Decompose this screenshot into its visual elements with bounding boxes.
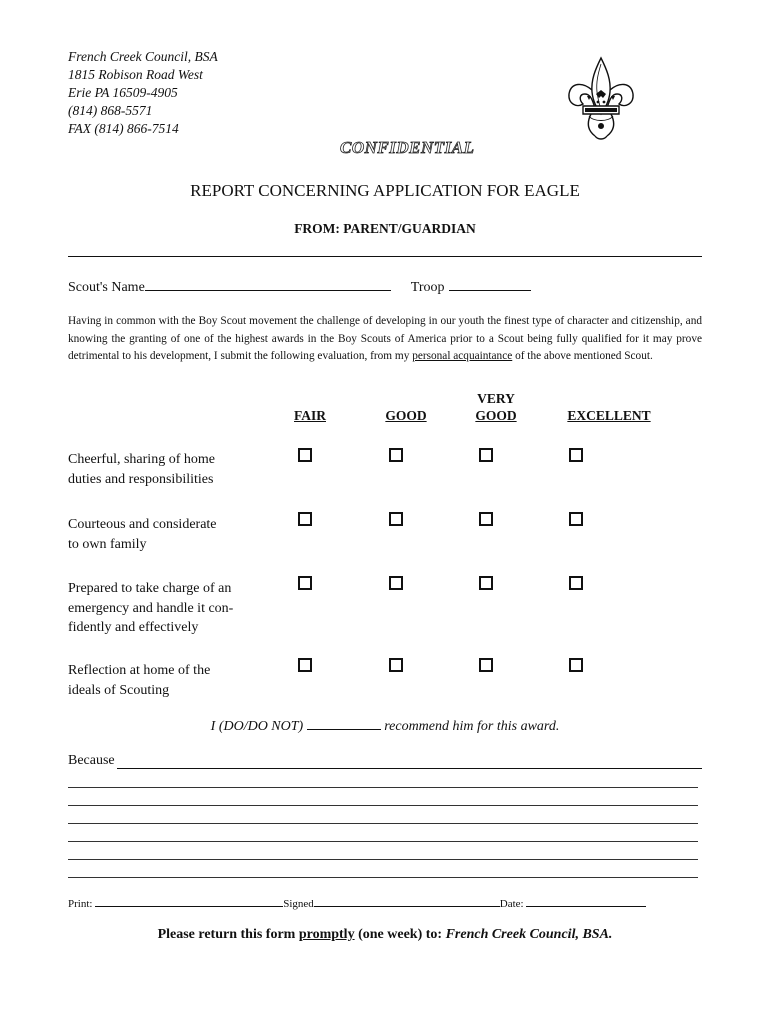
signature-row bbox=[68, 896, 646, 910]
checkbox-courteous-excellent[interactable] bbox=[569, 512, 583, 526]
checkbox-courteous-good[interactable] bbox=[389, 512, 403, 526]
writing-line[interactable] bbox=[68, 877, 698, 878]
street-address: 1815 Robison Road West bbox=[68, 67, 203, 82]
checkbox-reflection-excellent[interactable] bbox=[569, 658, 583, 672]
scout-info-row bbox=[68, 276, 531, 296]
checkbox-courteous-very-good[interactable] bbox=[479, 512, 493, 526]
fax-number: FAX (814) 866-7514 bbox=[68, 121, 179, 136]
return-instructions bbox=[0, 927, 770, 943]
checkbox-reflection-good[interactable] bbox=[389, 658, 403, 672]
return-text: (one week) to: bbox=[354, 927, 446, 942]
criterion-line: duties and responsibilities bbox=[68, 471, 214, 487]
column-header-good bbox=[364, 390, 448, 424]
page-title: REPORT CONCERNING APPLICATION FOR EAGLE bbox=[190, 181, 580, 200]
criterion-cheerful bbox=[68, 450, 215, 489]
print-label: Print: bbox=[68, 898, 93, 910]
intro-text-1: Having in common with the Boy Scout movement the challenge of developing in our youth the finest type of character and citizenship, and knowing the granting of one of the highest awards in the Boy Scouts of America prior to a Scout being fully qualified for it may prove detrimental to his development, I submit the following evaluation, from my bbox=[68, 315, 702, 363]
troop-field[interactable] bbox=[449, 276, 531, 291]
checkbox-reflection-very-good[interactable] bbox=[479, 658, 493, 672]
signed-label: Signed bbox=[283, 898, 314, 910]
checkbox-courteous-fair[interactable] bbox=[298, 512, 312, 526]
writing-line[interactable] bbox=[68, 823, 698, 824]
header-divider bbox=[68, 256, 702, 257]
column-header-top bbox=[554, 390, 664, 407]
because-field[interactable] bbox=[117, 768, 702, 769]
council-address bbox=[68, 48, 218, 138]
column-header-top: VERY bbox=[477, 391, 515, 406]
column-header-top bbox=[268, 390, 352, 407]
criterion-line: emergency and handle it con- bbox=[68, 600, 234, 616]
scout-name-label: Scout's Name bbox=[68, 280, 145, 295]
return-text-underlined: promptly bbox=[298, 927, 355, 942]
intro-text-2: of the above mentioned Scout. bbox=[512, 350, 653, 363]
criterion-line: Cheerful, sharing of home bbox=[68, 452, 215, 467]
column-header-label: GOOD bbox=[385, 408, 427, 423]
return-council-name: French Creek Council, BSA. bbox=[445, 927, 613, 942]
criterion-courteous bbox=[68, 515, 217, 554]
checkbox-cheerful-fair[interactable] bbox=[298, 448, 312, 462]
date-field[interactable] bbox=[526, 896, 646, 907]
org-name: French Creek Council, BSA bbox=[68, 49, 218, 64]
checkbox-cheerful-very-good[interactable] bbox=[479, 448, 493, 462]
checkbox-prepared-fair[interactable] bbox=[298, 576, 312, 590]
checkbox-reflection-fair[interactable] bbox=[298, 658, 312, 672]
recommendation-line bbox=[0, 716, 770, 735]
writing-line[interactable] bbox=[68, 805, 698, 806]
criterion-line: ideals of Scouting bbox=[68, 682, 170, 698]
column-header-label: FAIR bbox=[294, 408, 326, 423]
criterion-line: fidently and effectively bbox=[68, 620, 199, 635]
from-line: FROM: PARENT/GUARDIAN bbox=[294, 221, 476, 236]
column-header-label: EXCELLENT bbox=[567, 408, 651, 423]
checkbox-prepared-excellent[interactable] bbox=[569, 576, 583, 590]
phone-number: (814) 868-5571 bbox=[68, 103, 153, 118]
recommend-field[interactable] bbox=[307, 716, 381, 730]
return-text: Please return this form bbox=[157, 927, 299, 942]
confidential-stamp: CONFIDENTIAL bbox=[340, 138, 475, 157]
signed-field[interactable] bbox=[314, 896, 500, 907]
criterion-reflection bbox=[68, 661, 210, 700]
writing-line[interactable] bbox=[68, 859, 698, 860]
criterion-line: Prepared to take charge of an bbox=[68, 581, 232, 596]
recommend-suffix: recommend him for this award. bbox=[384, 719, 560, 734]
criterion-line: Courteous and considerate bbox=[68, 517, 217, 532]
checkbox-cheerful-good[interactable] bbox=[389, 448, 403, 462]
criterion-line: to own family bbox=[68, 536, 147, 552]
writing-line[interactable] bbox=[68, 841, 698, 842]
because-label: Because bbox=[68, 753, 115, 768]
checkbox-cheerful-excellent[interactable] bbox=[569, 448, 583, 462]
troop-label: Troop bbox=[410, 280, 445, 295]
column-header-very-good bbox=[454, 390, 538, 424]
writing-line[interactable] bbox=[68, 787, 698, 788]
intro-text-underlined: personal acquaintance bbox=[412, 350, 513, 363]
print-field[interactable] bbox=[95, 896, 283, 907]
column-header-excellent bbox=[554, 390, 664, 424]
fleur-de-lis-icon bbox=[565, 56, 637, 144]
checkbox-prepared-very-good[interactable] bbox=[479, 576, 493, 590]
criterion-line: Reflection at home of the bbox=[68, 663, 211, 678]
date-label: Date: bbox=[499, 898, 524, 910]
intro-paragraph bbox=[68, 313, 702, 366]
checkbox-prepared-good[interactable] bbox=[389, 576, 403, 590]
city-line: Erie PA 16509-4905 bbox=[68, 85, 178, 100]
criterion-prepared bbox=[68, 579, 233, 638]
column-header-top bbox=[364, 390, 448, 407]
column-header-label: GOOD bbox=[475, 408, 517, 423]
recommend-prefix: I (DO/DO NOT) bbox=[210, 719, 304, 734]
column-header-fair bbox=[268, 390, 352, 424]
scout-name-field[interactable] bbox=[145, 276, 391, 291]
